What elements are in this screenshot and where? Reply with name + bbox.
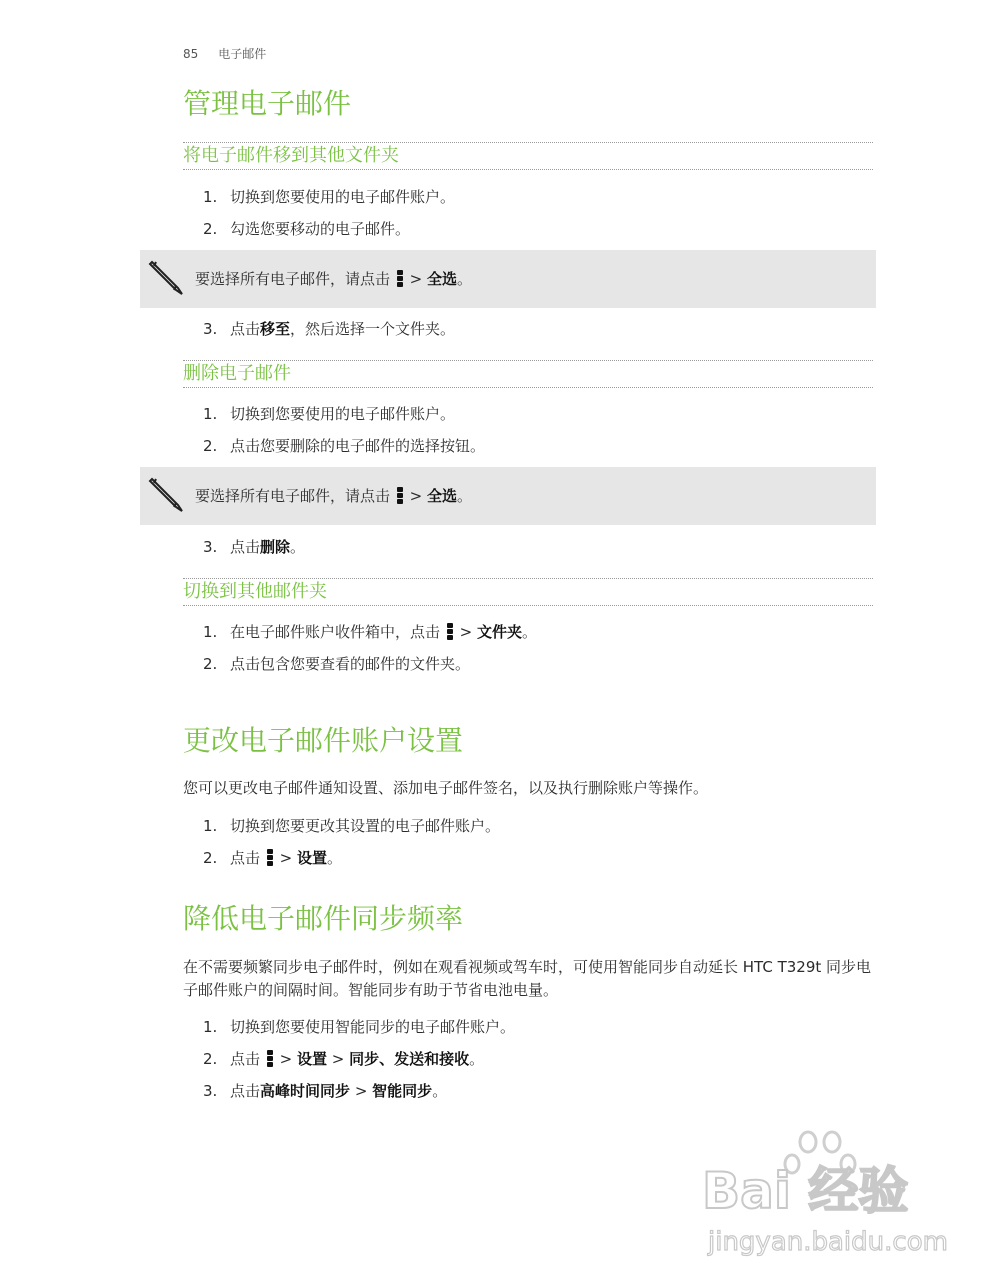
subsection-title: 删除电子邮件 bbox=[183, 363, 291, 384]
list-item: 2. 点击 > 设置。 bbox=[203, 849, 342, 867]
subsection-delete-email bbox=[183, 360, 873, 388]
svg-text:Bai 经验: Bai 经验 bbox=[702, 1162, 909, 1220]
svg-text:jingyan.baidu.com: jingyan.baidu.com bbox=[708, 1227, 948, 1257]
section-title-sync-frequency: 降低电子邮件同步频率 bbox=[183, 902, 464, 935]
list-item: 3. 点击高峰时间同步 > 智能同步。 bbox=[203, 1082, 448, 1100]
page-number: 85 bbox=[183, 47, 199, 61]
list-item: 1. 切换到您要使用智能同步的电子邮件账户。 bbox=[203, 1018, 516, 1036]
list-item: 1. 切换到您要使用的电子邮件账户。 bbox=[203, 405, 456, 423]
section-name: 电子邮件 bbox=[218, 47, 267, 61]
pencil-icon bbox=[146, 258, 186, 298]
note-text: 要选择所有电子邮件，请点击 > 全选。 bbox=[195, 270, 472, 288]
list-item: 2. 点击您要删除的电子邮件的选择按钮。 bbox=[203, 437, 486, 455]
menu-dots-icon bbox=[267, 1050, 273, 1067]
menu-dots-icon bbox=[447, 623, 453, 640]
pencil-icon bbox=[146, 475, 186, 515]
section-intro: 在不需要频繁同步电子邮件时，例如在观看视频或驾车时，可使用智能同步自动延长 HTC T329t 同步电子邮件账户的间隔时间。智能同步有助于节省电池电量。 bbox=[183, 958, 872, 999]
note-text: 要选择所有电子邮件，请点击 > 全选。 bbox=[195, 487, 472, 505]
subsection-switch-folder bbox=[183, 578, 873, 606]
section-intro: 您可以更改电子邮件通知设置、添加电子邮件签名，以及执行删除账户等操作。 bbox=[183, 779, 709, 797]
section-title-manage-email: 管理电子邮件 bbox=[183, 87, 352, 120]
subsection-move-email bbox=[183, 142, 873, 170]
menu-dots-icon bbox=[397, 487, 403, 504]
list-item: 1. 在电子邮件账户收件箱中，点击 > 文件夹。 bbox=[203, 623, 537, 641]
menu-dots-icon bbox=[267, 849, 273, 866]
menu-dots-icon bbox=[397, 270, 403, 287]
subsection-title: 切换到其他邮件夹 bbox=[183, 581, 327, 602]
list-item: 3. 点击移至，然后选择一个文件夹。 bbox=[203, 320, 456, 338]
list-item: 2. 点击 > 设置 > 同步、发送和接收。 bbox=[203, 1050, 485, 1068]
note-box bbox=[140, 467, 876, 525]
list-item: 2. 勾选您要移动的电子邮件。 bbox=[203, 220, 411, 238]
note-box bbox=[140, 250, 876, 308]
list-item: 2. 点击包含您要查看的邮件的文件夹。 bbox=[203, 655, 471, 673]
list-item: 1. 切换到您要更改其设置的电子邮件账户。 bbox=[203, 817, 501, 835]
section-title-account-settings: 更改电子邮件账户设置 bbox=[183, 724, 464, 757]
subsection-title: 将电子邮件移到其他文件夹 bbox=[183, 145, 399, 166]
page-header bbox=[183, 45, 266, 62]
list-item: 3. 点击删除。 bbox=[203, 538, 306, 556]
list-item: 1. 切换到您要使用的电子邮件账户。 bbox=[203, 188, 456, 206]
baidu-watermark-logo bbox=[700, 1130, 960, 1260]
